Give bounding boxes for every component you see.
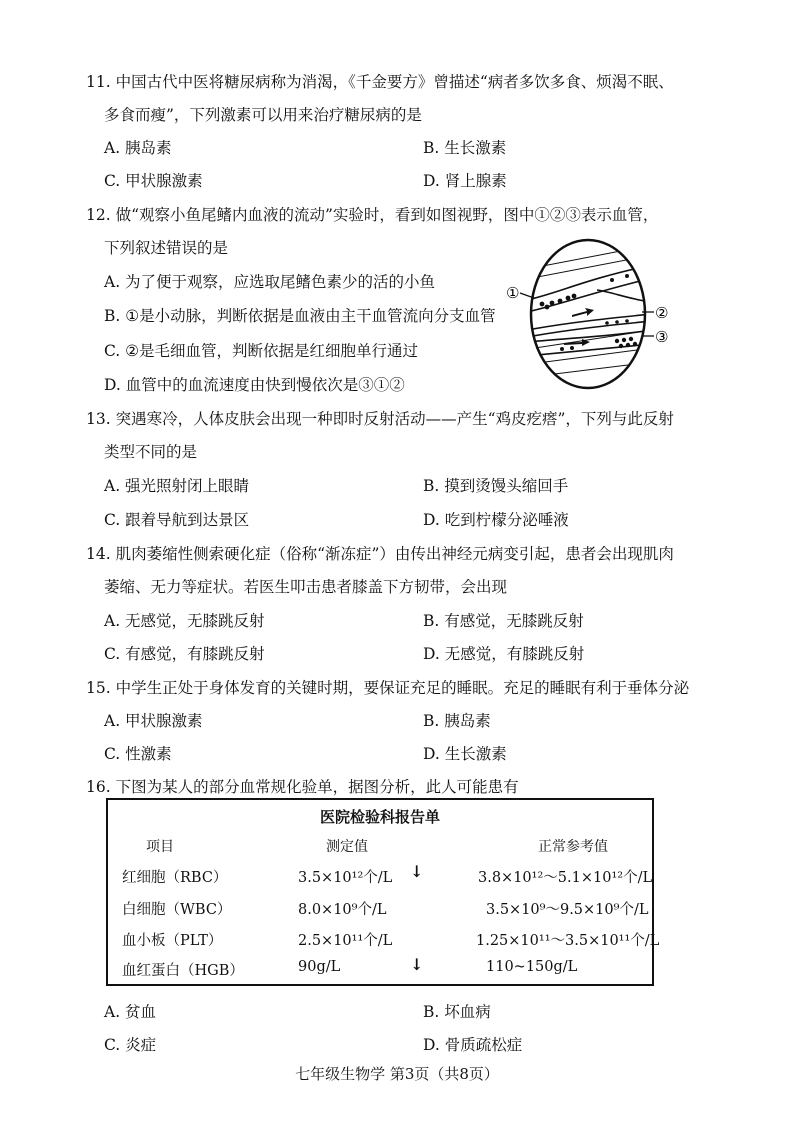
header-reference: 正常参考值 [538, 839, 608, 855]
q12-stem-line2: 下列叙述错误的是 [104, 239, 229, 257]
row-plt-item: 血小板（PLT） [122, 933, 223, 949]
q16-option-d: D. 骨质疏松症 [423, 1036, 523, 1054]
row-hgb-down-arrow-icon: ↓ [410, 955, 424, 974]
row-rbc-item: 红细胞（RBC） [122, 870, 228, 886]
figure-label-1: ① [506, 284, 520, 302]
page-footer: 七年级生物学 第3页（共8页） [295, 1065, 499, 1083]
q15-option-d: D. 生长激素 [423, 745, 507, 763]
lab-report-title: 医院检验科报告单 [319, 808, 440, 826]
q14-option-a: A. 无感觉，无膝跳反射 [104, 612, 265, 630]
q11-option-c: C. 甲状腺激素 [104, 172, 203, 190]
header-value: 测定值 [326, 839, 368, 855]
q14-option-d: D. 无感觉，有膝跳反射 [423, 645, 585, 663]
q13-option-a: A. 强光照射闭上眼睛 [104, 477, 250, 495]
q11-stem-line2: 多食而瘦”，下列激素可以用来治疗糖尿病的是 [104, 106, 422, 124]
q12-stem-line1: 12. 做“观察小鱼尾鳍内血液的流动”实验时，看到如图视野，图中①②③表示血管， [86, 206, 659, 224]
q15-option-a: A. 甲状腺激素 [104, 712, 203, 730]
q14-stem-line2: 萎缩、无力等症状。若医生叩击患者膝盖下方韧带，会出现 [104, 578, 508, 596]
row-rbc-down-arrow-icon: ↓ [410, 862, 424, 881]
q16-option-b: B. 坏血病 [423, 1003, 491, 1021]
q12-option-d: D. 血管中的血流速度由快到慢依次是③①② [104, 376, 405, 394]
row-hgb-value: 90g/L [298, 959, 341, 975]
q13-option-d: D. 吃到柠檬分泌唾液 [423, 511, 569, 529]
header-item: 项目 [146, 839, 174, 855]
q13-stem-line1: 13. 突遇寒冷，人体皮肤会出现一种即时反射活动——产生“鸡皮疙瘩”，下列与此反射 [86, 410, 674, 428]
row-hgb-ref: 110~150g/L [486, 959, 578, 975]
row-wbc-value: 8.0×10⁹个/L [298, 902, 387, 918]
row-rbc-value: 3.5×10¹²个/L [298, 870, 393, 886]
q11-option-b: B. 生长激素 [423, 139, 507, 157]
q11-stem-line1: 11. 中国古代中医将糖尿病称为消渴，《千金要方》曾描述“病者多饮多食、烦渴不眠、 [86, 73, 674, 91]
row-wbc-ref: 3.5×10⁹～9.5×10⁹个/L [486, 902, 649, 918]
figure-label-2: ② [655, 304, 669, 322]
q13-option-b: B. 摸到烫馒头缩回手 [423, 477, 569, 495]
row-rbc-ref: 3.8×10¹²～5.1×10¹²个/L [478, 870, 653, 886]
q12-option-b: B. ①是小动脉，判断依据是血液由主干血管流向分支血管 [104, 307, 496, 325]
lab-report-table [106, 798, 660, 986]
q14-option-b: B. 有感觉，无膝跳反射 [423, 612, 584, 630]
q14-option-c: C. 有感觉，有膝跳反射 [104, 645, 265, 663]
q16-option-c: C. 炎症 [104, 1036, 157, 1054]
q15-option-b: B. 胰岛素 [423, 712, 491, 730]
q13-stem-line2: 类型不同的是 [104, 443, 198, 461]
q11-option-a: A. 胰岛素 [104, 139, 172, 157]
q13-option-c: C. 跟着导航到达景区 [104, 511, 250, 529]
q15-option-c: C. 性激素 [104, 745, 172, 763]
q12-option-c: C. ②是毛细血管，判断依据是红细胞单行通过 [104, 342, 419, 360]
row-hgb-item: 血红蛋白（HGB） [122, 963, 244, 979]
row-plt-ref: 1.25×10¹¹～3.5×10¹¹个/L [476, 933, 660, 949]
q14-stem-line1: 14. 肌肉萎缩性侧索硬化症（俗称“渐冻症”）由传出神经元病变引起，患者会出现肌肉 [86, 545, 674, 563]
q16-option-a: A. 贫血 [104, 1003, 157, 1021]
q16-stem-line1: 16. 下图为某人的部分血常规化验单，据图分析，此人可能患有 [86, 778, 519, 796]
row-wbc-item: 白细胞（WBC） [122, 902, 232, 918]
microscope-field-figure [502, 230, 674, 400]
q12-option-a: A. 为了便于观察，应选取尾鳍色素少的活的小鱼 [104, 273, 436, 291]
figure-label-3: ③ [655, 328, 669, 346]
row-plt-value: 2.5×10¹¹个/L [298, 933, 393, 949]
q11-option-d: D. 肾上腺素 [423, 172, 507, 190]
q15-stem-line1: 15. 中学生正处于身体发育的关键时期，要保证充足的睡眠。充足的睡眠有利于垂体分泌 [86, 679, 690, 697]
